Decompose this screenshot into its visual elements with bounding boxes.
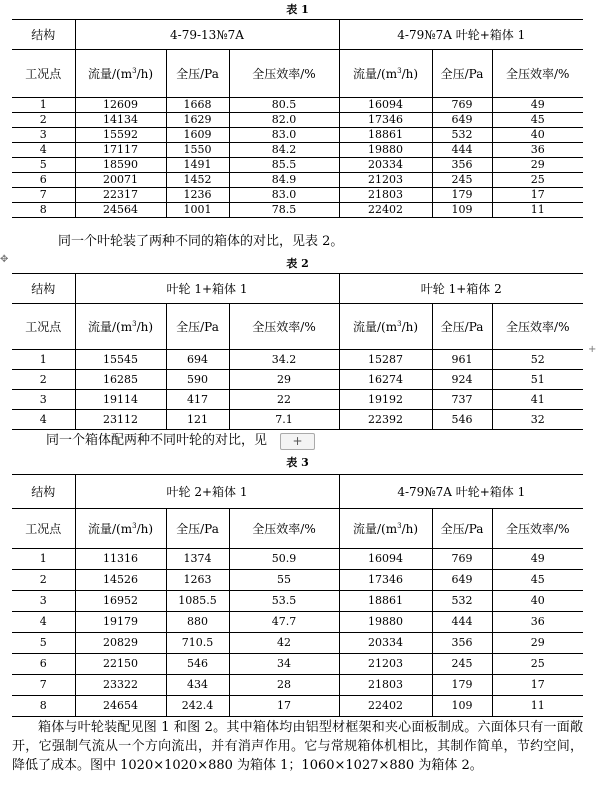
flow-label-text: 流量/(m [87, 319, 133, 334]
table-cell: 45 [492, 570, 583, 591]
table-cell: 29 [492, 158, 583, 173]
table-cell: 880 [166, 612, 229, 633]
flow-header [75, 304, 166, 350]
table-cell: 532 [432, 128, 492, 143]
table-cell: 121 [166, 410, 229, 430]
table-row [12, 570, 583, 591]
efficiency-header: 全压效率/% [492, 50, 583, 98]
table-cell: 23322 [75, 675, 166, 696]
table-cell: 15592 [75, 128, 166, 143]
table-cell: 28 [229, 675, 339, 696]
table-cell: 16094 [339, 98, 432, 113]
flow-header [339, 50, 432, 98]
table-row [12, 633, 583, 654]
flow-unit-exponent: 3 [397, 66, 402, 75]
table-cell: 6 [12, 654, 75, 675]
efficiency-header: 全压效率/% [229, 304, 339, 350]
table-cell: 7 [12, 188, 75, 203]
table-cell: 590 [166, 370, 229, 390]
table-row [12, 143, 583, 158]
table-cell: 29 [492, 633, 583, 654]
group-a-header: 4-79-13№7A [75, 20, 339, 50]
table-cell: 53.5 [229, 591, 339, 612]
table-cell: 36 [492, 143, 583, 158]
table-cell: 961 [432, 350, 492, 370]
group-a-header: 叶轮 2+箱体 1 [75, 475, 339, 509]
table-cell: 17 [492, 675, 583, 696]
comparison-text-1: 同一个叶轮装了两种不同的箱体的对比，见表 2。 [58, 234, 344, 249]
table-cell: 710.5 [166, 633, 229, 654]
table-2 [12, 273, 583, 430]
table-cell: 1491 [166, 158, 229, 173]
table-row [12, 188, 583, 203]
flow-header [339, 304, 432, 350]
table-cell: 84.9 [229, 173, 339, 188]
table-cell: 1374 [166, 549, 229, 570]
table-cell: 546 [432, 410, 492, 430]
table-cell: 5 [12, 633, 75, 654]
table-cell: 356 [432, 633, 492, 654]
table-cell: 83.0 [229, 128, 339, 143]
table-cell: 737 [432, 390, 492, 410]
table-1 [12, 19, 583, 218]
flow-label-text: 流量/(m [87, 521, 133, 536]
table-row [12, 350, 583, 370]
table-cell: 49 [492, 98, 583, 113]
table-cell: 532 [432, 591, 492, 612]
table-cell: 6 [12, 173, 75, 188]
pressure-header: 全压/Pa [432, 304, 492, 350]
table-row [12, 654, 583, 675]
table-cell: 109 [432, 203, 492, 218]
table-cell: 85.5 [229, 158, 339, 173]
table-cell: 1 [12, 549, 75, 570]
table-cell: 20829 [75, 633, 166, 654]
table-row [12, 128, 583, 143]
table-cell: 29 [229, 370, 339, 390]
table-row [12, 158, 583, 173]
table-cell: 7 [12, 675, 75, 696]
table-cell: 1236 [166, 188, 229, 203]
flow-unit-tail: /h) [401, 521, 419, 536]
table-cell: 20334 [339, 633, 432, 654]
table-row [12, 410, 583, 430]
efficiency-header: 全压效率/% [229, 509, 339, 549]
table-cell: 245 [432, 173, 492, 188]
header-row [12, 20, 583, 50]
table-cell: 17117 [75, 143, 166, 158]
table-row [12, 203, 583, 218]
table-cell: 11316 [75, 549, 166, 570]
group-b-header: 4-79№7A 叶轮+箱体 1 [339, 475, 583, 509]
flow-unit-tail: /h) [136, 521, 154, 536]
flow-header [75, 50, 166, 98]
table-cell: 47.7 [229, 612, 339, 633]
table-row [12, 173, 583, 188]
flow-label-text: 流量/(m [352, 66, 398, 81]
flow-unit-exponent: 3 [132, 521, 137, 530]
table-cell: 356 [432, 158, 492, 173]
assembly-paragraph: 箱体与叶轮装配见图 1 和图 2。其中箱体均由铝型材框架和夹心面板制成。六面体只有一面敞开，它强制气流从一个方向流出，并有消声作用。它与常规箱体机相比，其制作简单，节约空间，降低了成本。图中 1020×1020×880 为箱体 1；1060×1027×880 为箱体 2。 [12, 720, 583, 773]
point-label: 工况点 [12, 304, 75, 350]
table-row [12, 98, 583, 113]
table-row [12, 370, 583, 390]
flow-unit-tail: /h) [136, 66, 154, 81]
point-label: 工况点 [12, 50, 75, 98]
table-cell: 546 [166, 654, 229, 675]
table-cell: 3 [12, 591, 75, 612]
flow-unit-tail: /h) [401, 319, 419, 334]
flow-unit-exponent: 3 [397, 319, 402, 328]
table-cell: 40 [492, 128, 583, 143]
flow-header [75, 509, 166, 549]
table-cell: 417 [166, 390, 229, 410]
add-row-button[interactable]: + [280, 433, 315, 450]
table-cell: 14134 [75, 113, 166, 128]
pressure-header: 全压/Pa [432, 509, 492, 549]
table-cell: 22392 [339, 410, 432, 430]
table-cell: 924 [432, 370, 492, 390]
table-cell: 23112 [75, 410, 166, 430]
table-cell: 3 [12, 390, 75, 410]
table-row [12, 549, 583, 570]
flow-unit-exponent: 3 [397, 521, 402, 530]
subheader-row [12, 509, 583, 549]
table-cell: 17 [492, 188, 583, 203]
table-cell: 18861 [339, 128, 432, 143]
table-cell: 15287 [339, 350, 432, 370]
flow-label-text: 流量/(m [353, 319, 398, 334]
table-cell: 40 [492, 591, 583, 612]
flow-header [339, 509, 432, 549]
table-cell: 22150 [75, 654, 166, 675]
table-cell: 21203 [339, 654, 432, 675]
table-row [12, 675, 583, 696]
table-cell: 109 [432, 696, 492, 717]
table-cell: 444 [432, 143, 492, 158]
table-cell: 1668 [166, 98, 229, 113]
table-cell: 1452 [166, 173, 229, 188]
efficiency-header: 全压效率/% [492, 304, 583, 350]
table-cell: 19179 [75, 612, 166, 633]
table-cell: 1550 [166, 143, 229, 158]
group-b-header: 4-79№7A 叶轮+箱体 1 [339, 20, 583, 50]
table-cell: 1001 [166, 203, 229, 218]
table-cell: 1263 [166, 570, 229, 591]
subheader-row [12, 304, 583, 350]
struct-label: 结构 [12, 20, 75, 50]
table-cell: 50.9 [229, 549, 339, 570]
table-cell: 34 [229, 654, 339, 675]
table-row [12, 591, 583, 612]
table-cell: 16285 [75, 370, 166, 390]
table-cell: 8 [12, 696, 75, 717]
table-cell: 2 [12, 370, 75, 390]
table-cell: 21803 [339, 675, 432, 696]
table-cell: 11 [492, 203, 583, 218]
pressure-header: 全压/Pa [166, 509, 229, 549]
table-cell: 19192 [339, 390, 432, 410]
table-cell: 51 [492, 370, 583, 390]
table-1-caption: 表 1 [286, 3, 309, 16]
table-cell: 20334 [339, 158, 432, 173]
table-cell: 649 [432, 113, 492, 128]
table-cell: 769 [432, 98, 492, 113]
table-cell: 769 [432, 549, 492, 570]
efficiency-header: 全压效率/% [492, 509, 583, 549]
table-cell: 19880 [339, 612, 432, 633]
pressure-header: 全压/Pa [166, 50, 229, 98]
group-b-header: 叶轮 1+箱体 2 [339, 274, 583, 304]
flow-unit-exponent: 3 [132, 66, 137, 75]
efficiency-header: 全压效率/% [229, 50, 339, 98]
pressure-header: 全压/Pa [432, 50, 492, 98]
flow-unit-tail: /h) [401, 66, 419, 81]
table-cell: 179 [432, 188, 492, 203]
table-row [12, 113, 583, 128]
table-cell: 19114 [75, 390, 166, 410]
table-cell: 36 [492, 612, 583, 633]
table-cell: 22402 [339, 696, 432, 717]
table-cell: 19880 [339, 143, 432, 158]
table-3 [12, 474, 583, 717]
table-cell: 55 [229, 570, 339, 591]
table-cell: 78.5 [229, 203, 339, 218]
table-cell: 18861 [339, 591, 432, 612]
table-cell: 14526 [75, 570, 166, 591]
table-cell: 434 [166, 675, 229, 696]
table-cell: 8 [12, 203, 75, 218]
table-cell: 4 [12, 612, 75, 633]
table-cell: 3 [12, 128, 75, 143]
table-cell: 5 [12, 158, 75, 173]
table-cell: 1609 [166, 128, 229, 143]
table-cell: 11 [492, 696, 583, 717]
table-cell: 22 [229, 390, 339, 410]
point-label: 工况点 [12, 509, 75, 549]
table-cell: 24564 [75, 203, 166, 218]
table-cell: 17346 [339, 113, 432, 128]
table-cell: 2 [12, 113, 75, 128]
table-cell: 32 [492, 410, 583, 430]
table-cell: 16274 [339, 370, 432, 390]
table-cell: 41 [492, 390, 583, 410]
table-cell: 45 [492, 113, 583, 128]
table-cell: 16094 [339, 549, 432, 570]
table-cell: 49 [492, 549, 583, 570]
table-cell: 15545 [75, 350, 166, 370]
table-cell: 1085.5 [166, 591, 229, 612]
struct-label: 结构 [12, 475, 75, 509]
table-2-caption: 表 2 [286, 257, 309, 270]
table-cell: 34.2 [229, 350, 339, 370]
header-row [12, 274, 583, 304]
table-cell: 16952 [75, 591, 166, 612]
table-cell: 25 [492, 654, 583, 675]
table-cell: 42 [229, 633, 339, 654]
table-cell: 17346 [339, 570, 432, 591]
flow-unit-exponent: 3 [132, 319, 137, 328]
table-cell: 18590 [75, 158, 166, 173]
table-cell: 80.5 [229, 98, 339, 113]
table-cell: 22317 [75, 188, 166, 203]
table-cell: 444 [432, 612, 492, 633]
table-cell: 1 [12, 98, 75, 113]
table-cell: 17 [229, 696, 339, 717]
table-cell: 22402 [339, 203, 432, 218]
subheader-row [12, 50, 583, 98]
table-row [12, 612, 583, 633]
header-row [12, 475, 583, 509]
table-cell: 242.4 [166, 696, 229, 717]
flow-unit-tail: /h) [136, 319, 154, 334]
table-cell: 1 [12, 350, 75, 370]
table-cell: 649 [432, 570, 492, 591]
side-plus-icon[interactable]: + [588, 344, 596, 355]
table-row [12, 390, 583, 410]
table-cell: 21803 [339, 188, 432, 203]
table-cell: 25 [492, 173, 583, 188]
table-cell: 20071 [75, 173, 166, 188]
table-row [12, 696, 583, 717]
table-cell: 4 [12, 410, 75, 430]
table-cell: 2 [12, 570, 75, 591]
flow-label-text: 流量/(m [353, 521, 398, 536]
table-cell: 84.2 [229, 143, 339, 158]
struct-label: 结构 [12, 274, 75, 304]
group-a-header: 叶轮 1+箱体 1 [75, 274, 339, 304]
table-cell: 4 [12, 143, 75, 158]
table-3-caption: 表 3 [286, 456, 309, 469]
comparison-text-2: 同一个箱体配两种不同叶轮的对比，见 [46, 433, 268, 448]
table-cell: 83.0 [229, 188, 339, 203]
pressure-header: 全压/Pa [166, 304, 229, 350]
table-cell: 24654 [75, 696, 166, 717]
table-cell: 1629 [166, 113, 229, 128]
table-cell: 179 [432, 675, 492, 696]
table-cell: 245 [432, 654, 492, 675]
table-cell: 694 [166, 350, 229, 370]
table-move-handle[interactable]: ✥ [0, 254, 9, 265]
table-cell: 52 [492, 350, 583, 370]
table-cell: 12609 [75, 98, 166, 113]
table-cell: 82.0 [229, 113, 339, 128]
table-cell: 21203 [339, 173, 432, 188]
table-cell: 7.1 [229, 410, 339, 430]
flow-label-text: 流量/(m [87, 66, 133, 81]
